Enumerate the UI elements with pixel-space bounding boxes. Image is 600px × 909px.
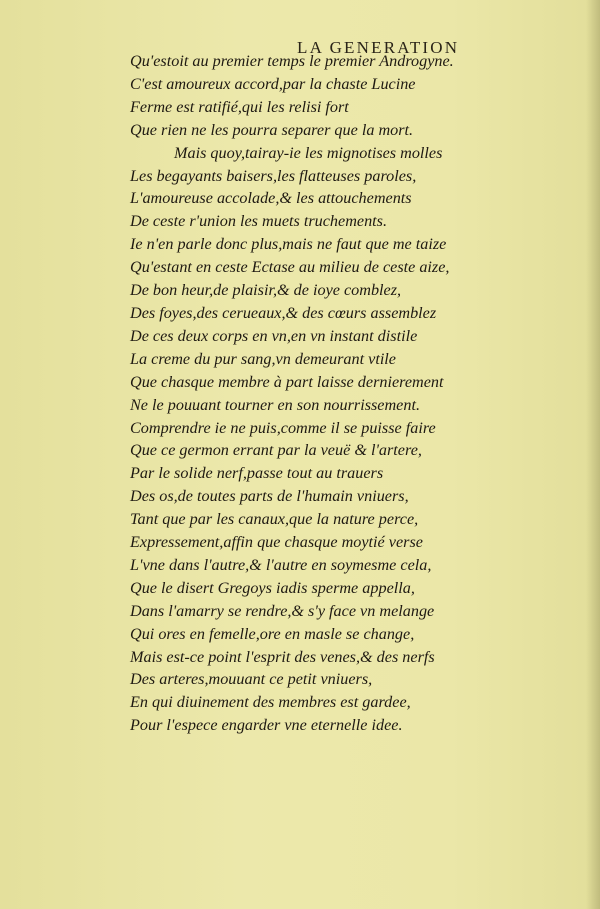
verse-line-25: Dans l'amarry se rendre,& s'y face vn melange [130, 601, 435, 620]
verse-line-13: De ces deux corps en vn,en vn instant distile [130, 326, 418, 345]
verse-line-21: Tant que par les canaux,que la nature perce, [130, 510, 419, 529]
verse-line-5: Mais quoy,tairay-ie les mignotises molles [174, 143, 443, 162]
verse-line-9: Ie n'en parle donc plus,mais ne faut que me taize [130, 235, 447, 254]
verse-line-7: L'amoureuse accolade,& les attouchements [130, 189, 412, 208]
verse-line-8: De ceste r'union les muets truchements. [130, 212, 388, 231]
verse-line-16: Ne le pouuant tourner en son nourrissement. [130, 395, 421, 414]
verse-line-18: Que ce germon errant par la veuë & l'artere, [130, 441, 422, 460]
verse-line-26: Qui ores en femelle,ore en masle se change, [130, 624, 415, 643]
verse-line-12: Des foyes,des cerueaux,& des cœurs assemblez [130, 303, 437, 322]
verse-line-2: C'est amoureux accord,par la chaste Lucine [130, 74, 416, 93]
verse-line-3: Ferme est ratifié,qui les relisi fort [130, 97, 349, 116]
verse-line-28: Des arteres,mouuant ce petit vniuers, [130, 670, 373, 689]
verse-line-19: Par le solide nerf,passe tout au trauers [130, 464, 384, 483]
verse-line-24: Que le disert Gregoys iadis sperme appella, [130, 578, 415, 597]
verse-line-30: Pour l'espece engarder vne eternelle idee. [130, 716, 403, 735]
verse-line-27: Mais est-ce point l'esprit des venes,& des nerfs [130, 647, 435, 666]
verse-line-22: Expressement,affin que chasque moytié verse [130, 533, 423, 552]
verse-line-11: De bon heur,de plaisir,& de ioye comblez, [130, 281, 402, 300]
verse-line-15: Que chasque membre à part laisse dernierement [130, 372, 444, 391]
running-head: LA GENERATION [297, 38, 460, 57]
page-edge-shadow [586, 0, 600, 909]
verse-line-29: En qui diuinement des membres est gardee, [130, 693, 411, 712]
verse-line-20: Des os,de toutes parts de l'humain vniuers, [130, 487, 409, 506]
verse-line-4: Que rien ne les pourra separer que la mort. [130, 120, 414, 139]
verse-block [130, 50, 570, 737]
verse-line-17: Comprendre ie ne puis,comme il se puisse faire [130, 418, 436, 437]
verse-line-23: L'vne dans l'autre,& l'autre en soymesme cela, [130, 555, 432, 574]
verse-line-10: Qu'estant en ceste Ectase au milieu de ceste aize, [130, 258, 450, 277]
verse-line-6: Les begayants baisers,les flatteuses paroles, [130, 166, 417, 185]
verse-line-14: La creme du pur sang,vn demeurant vtile [130, 349, 396, 368]
verse-line-1: Qu'estoit au premier temps le premier Androgyne. [130, 52, 454, 70]
